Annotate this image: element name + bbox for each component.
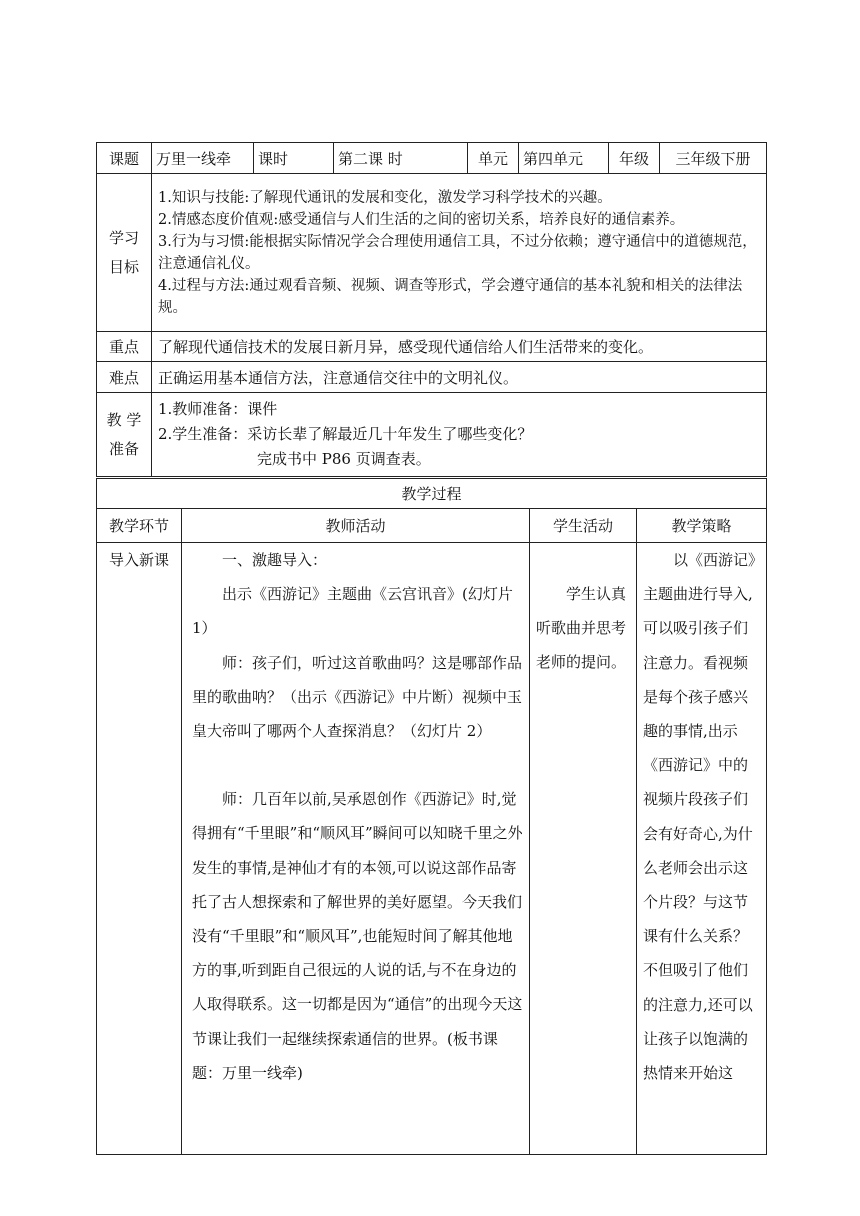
key-point-label: 重点: [97, 332, 152, 362]
spacer: [536, 543, 630, 577]
prep-content: [152, 393, 767, 477]
teacher-paragraph: 一、激趣导入：: [222, 551, 328, 569]
goal-item: 2.情感态度价值观:感受通信与人们生活的之间的密切关系，培养良好的通信素养。: [158, 211, 685, 228]
topic-label: 课题: [97, 143, 152, 174]
process-title: 教学过程: [97, 479, 767, 509]
strategy-text: 以《西游记》主题曲进行导入,可以吸引孩子们注意力。看视频是每个孩子感兴趣的事情,出示《西游记》中的视频片段孩子们会有好奇心,为什么老师会出示这个片段？与这节课有什么关系？不但吸引了他们的注意力,还可以让孩子以饱满的热情来开始这: [643, 551, 756, 1083]
strategy-cell: [637, 543, 767, 1155]
stage-cell: 导入新课: [97, 543, 182, 1155]
goal-item: 3.行为与习惯:能根据实际情况学会合理使用通信工具，不过分依赖；遵守通信中的道德规范，注意通信礼仪。: [158, 233, 757, 272]
goals-label-line2: 目标: [108, 257, 139, 276]
teacher-paragraph: 师：孩子们，听过这首歌曲吗？这是哪部作品里的歌曲呐？（出示《西游记》中片断）视频中玉皇大帝叫了哪两个人查探消息？（幻灯片 2）: [192, 653, 523, 741]
col-student: 学生活动: [530, 509, 637, 543]
student-activity-text: 学生认真听歌曲并思考老师的提问。: [536, 585, 627, 672]
col-teacher: 教师活动: [182, 509, 530, 543]
topic-value: 万里一线牵: [152, 143, 254, 174]
spacer: [192, 748, 523, 782]
student-activity-cell: [530, 543, 637, 1155]
grade-value: 三年级下册: [660, 143, 767, 174]
teacher-paragraph: 师：几百年以前,吴承恩创作《西游记》时,觉得拥有“千里眼”和“顺风耳”瞬间可以知晓千里之外发生的事情,是神仙才有的本领,可以说这部作品寄托了古人想探索和了解世界的美好愿望。今天我们没有“千里眼”和“顺风耳”,也能短时间了解其他地方的事,听到距自己很远的人说的话,与不在身边的人取得联系。这一切都是因为“通信”的出现今天这节课让我们一起继续探索通信的世界。(板书课题：万里一线牵): [192, 790, 523, 1082]
period-label: 课时: [254, 143, 334, 174]
unit-value: 第四单元: [519, 143, 609, 174]
goals-label-line1: 学习: [108, 228, 139, 247]
difficulty-value: 正确运用基本通信方法，注意通信交往中的文明礼仪。: [152, 362, 767, 393]
lesson-info-table: [96, 142, 767, 477]
difficulty-label: 难点: [97, 362, 152, 393]
grade-label: 年级: [609, 143, 660, 174]
prep-teacher: 1.教师准备：课件: [158, 400, 278, 418]
goal-item: 1.知识与技能:了解现代通讯的发展和变化，激发学习科学技术的兴趣。: [158, 189, 612, 206]
prep-label-line2: 准备: [108, 439, 139, 458]
key-point-value: 了解现代通信技术的发展日新月异，感受现代通信给人们生活带来的变化。: [152, 332, 767, 362]
teacher-paragraph: 出示《西游记》主题曲《云宫讯音》(幻灯片 1）: [192, 585, 513, 638]
unit-label: 单元: [468, 143, 519, 174]
col-strategy: 教学策略: [637, 509, 767, 543]
goal-item: 4.过程与方法:通过观看音频、视频、调查等形式，学会遵守通信的基本礼貌和相关的法律法规。: [158, 277, 743, 316]
prep-label: [97, 393, 152, 477]
period-value: 第二课 时: [334, 143, 468, 174]
col-stage: 教学环节: [97, 509, 182, 543]
prep-student: 2.学生准备：采访长辈了解最近几十年发生了哪些变化？: [158, 425, 533, 443]
prep-label-line1: 教 学: [106, 410, 142, 429]
goals-label: [97, 174, 152, 332]
teacher-activity-cell: [182, 543, 530, 1155]
process-table: [96, 478, 767, 1155]
goals-content: [152, 174, 767, 332]
prep-student-2: 完成书中 P86 页调查表。: [257, 450, 431, 468]
